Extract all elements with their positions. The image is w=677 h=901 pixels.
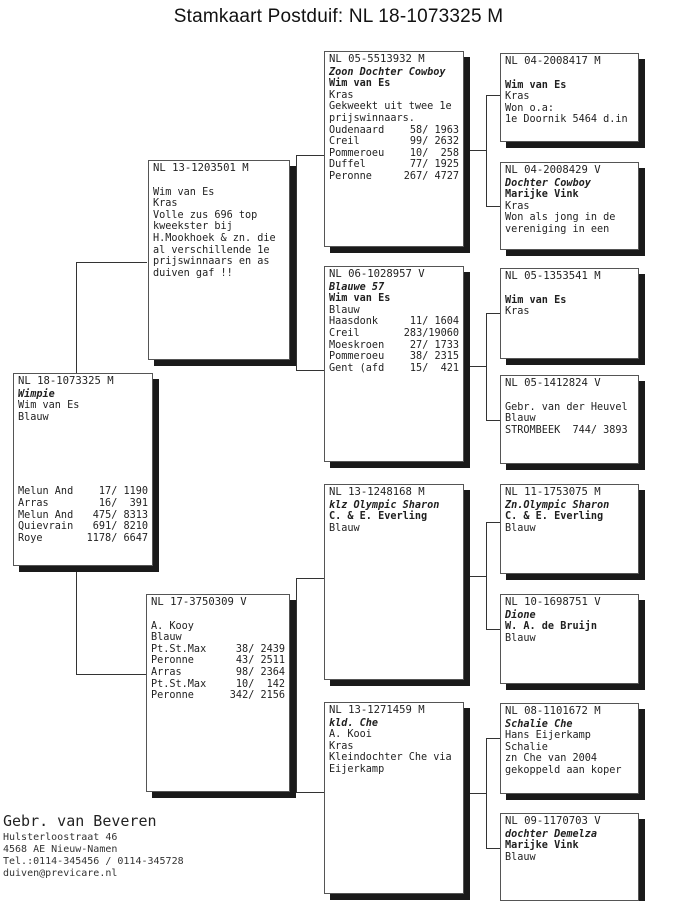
- pigeon-card-mfm[interactable]: [500, 594, 639, 684]
- pigeon-name: Zn.Olympic Sharon: [505, 499, 610, 511]
- color: Kras: [153, 198, 178, 210]
- result-value: 10/ 258: [409, 147, 459, 159]
- color: Kras: [505, 91, 530, 103]
- result-place: Pt.St.Max: [151, 643, 207, 655]
- pedigree-note: Kleindochter Che via Eijerkamp: [329, 752, 452, 775]
- result-row: [329, 148, 459, 160]
- owner: C. & E. Everling: [505, 511, 604, 523]
- result-place: Duffel: [329, 159, 366, 171]
- ring-number: NL 10-1698751 V: [505, 596, 601, 608]
- owner: Wim van Es: [18, 400, 80, 412]
- connector: [486, 522, 487, 629]
- result-value: 43/ 2511: [235, 655, 285, 667]
- result-row: [151, 690, 285, 702]
- result-value: 475/ 8313: [92, 509, 148, 521]
- result-value: 283/19060: [403, 327, 459, 339]
- result-place: Peronne: [329, 170, 372, 182]
- pigeon-card-mf[interactable]: [324, 484, 464, 680]
- connector: [464, 793, 486, 794]
- pigeon-card-subject[interactable]: [13, 373, 153, 566]
- pigeon-card-mmm[interactable]: [500, 813, 639, 901]
- owner: Gebr. van der Heuvel: [505, 401, 628, 413]
- result-place: Creil: [329, 327, 360, 339]
- connector: [464, 576, 486, 577]
- color: Blauw: [505, 632, 536, 644]
- connector: [296, 155, 324, 156]
- ring-number: NL 08-1101672 M: [505, 705, 601, 717]
- result-value: 38/ 2315: [409, 351, 459, 363]
- breeder-postcode: 4568 AE Nieuw-Namen: [3, 844, 118, 855]
- connector: [486, 95, 487, 206]
- connector: [486, 206, 500, 207]
- result-value: 27/ 1733: [409, 339, 459, 351]
- breeder-contact: [3, 812, 184, 880]
- result-value: 17/ 1190: [98, 486, 148, 498]
- color: Kras: [329, 89, 354, 101]
- pedigree-note: STROMBEEK 744/ 3893: [505, 424, 628, 436]
- connector: [486, 420, 500, 421]
- result-place: Pt.St.Max: [151, 678, 207, 690]
- result-row: [151, 655, 285, 667]
- ring-number: NL 04-2008429 V: [505, 164, 601, 176]
- result-row: [18, 521, 148, 533]
- ring-number: NL 09-1170703 V: [505, 815, 601, 827]
- result-row: [18, 533, 148, 545]
- result-place: Roye: [18, 532, 43, 544]
- pigeon-name: Dochter Cowboy: [505, 177, 591, 189]
- color: Blauw: [505, 413, 536, 425]
- ring-number: NL 13-1203501 M: [153, 162, 249, 174]
- result-row: [151, 679, 285, 691]
- connector: [296, 578, 324, 579]
- color: Kras: [505, 306, 530, 318]
- connector: [486, 629, 500, 630]
- ring-number: NL 13-1271459 M: [329, 704, 425, 716]
- result-value: 15/ 421: [409, 362, 459, 374]
- result-place: Melun And: [18, 486, 74, 498]
- ring-number: NL 13-1248168 M: [329, 486, 425, 498]
- pigeon-name: Schalie Che: [505, 718, 573, 730]
- owner: Hans Eijerkamp: [505, 730, 591, 742]
- result-place: Moeskroen: [329, 339, 385, 351]
- connector: [486, 848, 500, 849]
- color: Blauw: [329, 304, 360, 316]
- owner: W. A. de Bruijn: [505, 621, 598, 633]
- result-row: [18, 498, 148, 510]
- result-row: [329, 316, 459, 328]
- result-value: 77/ 1925: [409, 159, 459, 171]
- pedigree-note: Volle zus 696 top kweekster bij H.Mookhoek & zn. die al verschillende 1e prijswinnaars en as duiven gaf !!: [153, 209, 276, 279]
- ring-number: NL 04-2008417 M: [505, 55, 601, 67]
- color: Kras: [329, 740, 354, 752]
- result-value: 342/ 2156: [229, 690, 285, 702]
- result-value: 11/ 1604: [409, 316, 459, 328]
- pigeon-name: dochter Demelza: [505, 828, 598, 840]
- result-value: 99/ 2632: [409, 136, 459, 148]
- result-place: Pommeroeu: [329, 351, 385, 363]
- result-row: [18, 486, 148, 498]
- result-value: 58/ 1963: [409, 124, 459, 136]
- connector: [76, 674, 147, 675]
- owner: Wim van Es: [153, 186, 215, 198]
- pigeon-name: Wimpie: [18, 388, 55, 400]
- connector: [464, 366, 486, 367]
- pedigree-note: Won o.a: 1e Doornik 5464 d.in: [505, 102, 628, 126]
- owner: Wim van Es: [329, 78, 391, 90]
- color: Blauw: [18, 411, 49, 423]
- pigeon-name: Blauwe 57: [329, 281, 385, 293]
- page-title: Stamkaart Postduif: NL 18-1073325 M: [173, 6, 504, 27]
- connector: [486, 738, 487, 848]
- connector: [296, 155, 297, 370]
- connector: [464, 150, 486, 151]
- pigeon-name: Zoon Dochter Cowboy: [329, 66, 446, 78]
- connector: [486, 738, 500, 739]
- ring-number: NL 05-1412824 V: [505, 377, 601, 389]
- result-row: [151, 667, 285, 679]
- result-row: [18, 510, 148, 522]
- color: Blauw: [505, 851, 536, 863]
- pigeon-name: klz Olympic Sharon: [329, 499, 440, 511]
- owner: Marijke Vink: [505, 189, 579, 201]
- owner: Wim van Es: [505, 79, 567, 91]
- pigeon-name: kld. Che: [329, 717, 379, 729]
- pedigree-note: zn Che van 2004 gekoppeld aan koper: [505, 753, 622, 776]
- result-value: 10/ 142: [235, 678, 285, 690]
- breeder-phone: Tel.:0114-345456 / 0114-345728: [3, 856, 184, 867]
- result-row: [329, 340, 459, 352]
- connector: [76, 262, 147, 263]
- result-row: [329, 136, 459, 148]
- pedigree-note: Won als jong in de vereniging in een: [505, 212, 616, 235]
- result-row: [329, 159, 459, 171]
- pigeon-card-mff[interactable]: [500, 484, 639, 574]
- result-row: [329, 363, 459, 375]
- result-value: 691/ 8210: [92, 521, 148, 533]
- pedigree-note: Gekweekt uit twee 1e prijswinnaars.: [329, 101, 452, 124]
- result-value: 98/ 2364: [235, 666, 285, 678]
- ring-number: NL 05-5513932 M: [329, 53, 425, 65]
- result-place: Gent (afd: [329, 362, 385, 374]
- owner: Wim van Es: [329, 293, 391, 305]
- result-row: [329, 328, 459, 340]
- result-place: Haasdonk: [329, 316, 379, 328]
- owner: A. Kooy: [151, 620, 194, 632]
- color: Blauw: [329, 522, 360, 534]
- ring-number: NL 17-3750309 V: [151, 596, 247, 608]
- pigeon-card-ff[interactable]: [324, 51, 464, 247]
- pigeon-card-mmf[interactable]: [500, 703, 639, 794]
- connector: [486, 313, 487, 420]
- result-place: Creil: [329, 136, 360, 148]
- result-place: Oudenaard: [329, 124, 385, 136]
- connector: [486, 313, 500, 314]
- result-value: 16/ 391: [98, 497, 148, 509]
- result-place: Peronne: [151, 690, 194, 702]
- connector: [296, 792, 324, 793]
- owner: Marijke Vink: [505, 840, 579, 852]
- result-place: Pommeroeu: [329, 147, 385, 159]
- connector: [296, 370, 324, 371]
- result-row: [329, 125, 459, 137]
- result-place: Quievrain: [18, 521, 74, 533]
- ring-number: NL 06-1028957 V: [329, 268, 425, 280]
- color: Schalie: [505, 741, 548, 753]
- ring-number: NL 05-1353541 M: [505, 270, 601, 282]
- pigeon-card-fff[interactable]: [500, 53, 639, 142]
- pigeon-card-father[interactable]: [148, 160, 290, 360]
- result-place: Melun And: [18, 509, 74, 521]
- ring-number: NL 11-1753075 M: [505, 486, 601, 498]
- pigeon-card-mm[interactable]: [324, 702, 464, 894]
- connector: [486, 522, 500, 523]
- pigeon-card-fmf[interactable]: [500, 268, 639, 359]
- result-place: Arras: [151, 666, 182, 678]
- breeder-email: duiven@previcare.nl: [3, 868, 118, 879]
- connector: [486, 95, 500, 96]
- result-row: [151, 644, 285, 656]
- ring-number: NL 18-1073325 M: [18, 375, 114, 387]
- connector: [296, 578, 297, 792]
- result-place: Arras: [18, 497, 49, 509]
- result-value: 38/ 2439: [235, 643, 285, 655]
- owner: Wim van Es: [505, 294, 567, 306]
- breeder-address: Hulsterloostraat 46: [3, 832, 118, 843]
- result-value: 267/ 4727: [403, 170, 459, 182]
- breeder-name: Gebr. van Beveren: [3, 812, 157, 830]
- pigeon-name: Dione: [505, 609, 536, 621]
- color: Blauw: [505, 522, 536, 534]
- result-place: Peronne: [151, 655, 194, 667]
- pigeon-card-fmm[interactable]: [500, 375, 639, 464]
- color: Blauw: [151, 632, 182, 644]
- result-row: [329, 351, 459, 363]
- pigeon-card-mother[interactable]: [146, 594, 290, 792]
- pigeon-card-ffm[interactable]: [500, 162, 639, 250]
- color: Kras: [505, 200, 530, 212]
- result-value: 1178/ 6647: [86, 532, 148, 544]
- owner: C. & E. Everling: [329, 511, 428, 523]
- owner: A. Kooi: [329, 729, 372, 741]
- pigeon-card-fm[interactable]: [324, 266, 464, 462]
- result-row: [329, 171, 459, 183]
